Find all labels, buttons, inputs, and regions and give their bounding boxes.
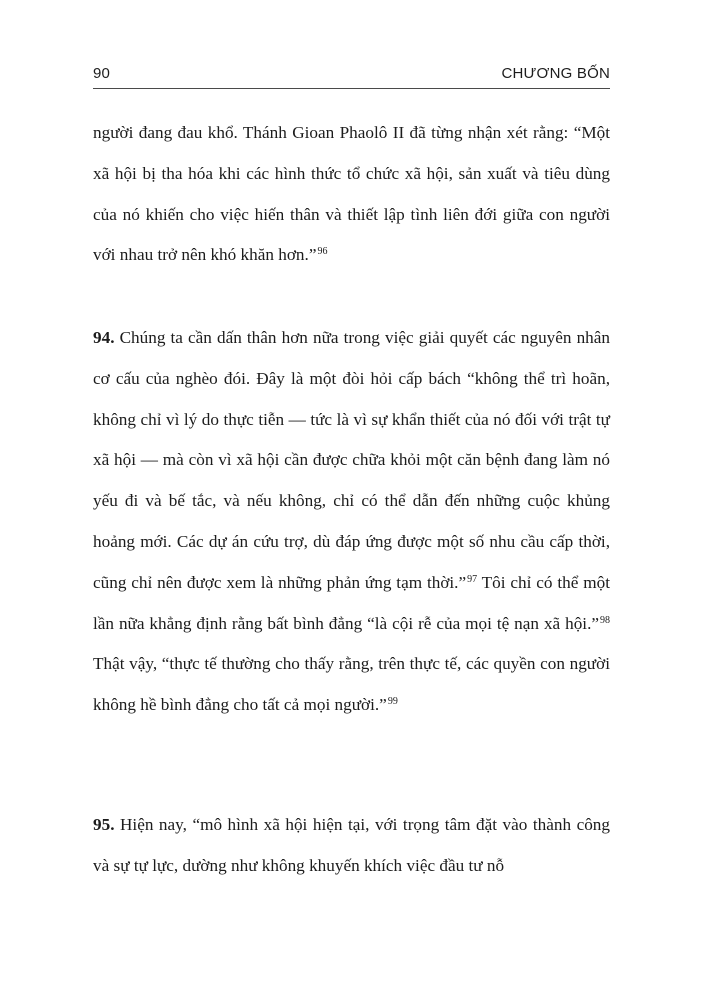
paragraph-text: Chúng ta cần dấn thân hơn nữa trong việc giải quyết các nguyên nhân cơ cấu của nghèo đói. Đây là một đòi hỏi cấp bách “không thể trì hoãn, không chỉ vì lý do thực tiễn — tức là vì sự khẩn thiết của nó đối với trật tự xã hội — mà còn vì xã hội cần được chữa khỏi một căn bệnh đang làm nó yếu đi và bế tắc, và nếu không, chỉ có thể dẫn đến những cuộc khủng hoảng mới. Các dự án cứu trợ, dù đáp ứng được một số nhu cầu cấp thời, cũng chỉ nên được xem là những phản ứng tạm thời.” xyxy=(93,328,610,592)
paragraph-text: Tôi chỉ có thể một lần nữa khẳng định rằng bất bình đẳng “là cội rễ của mọi tệ nạn xã hội.” xyxy=(93,572,611,633)
paragraph-number: 94. xyxy=(93,328,115,347)
footnote-ref-99: 99 xyxy=(387,696,398,708)
paragraph-number: 95. xyxy=(93,815,115,834)
paragraph-text: người đang đau khổ. Thánh Gioan Phaolô II đã từng nhận xét rằng: “Một xã hội bị tha hóa khi các hình thức tổ chức xã hội, sản xuất và tiêu dùng của nó khiến cho việc hiến thân và thiết lập tình liên đới giữa con người với nhau trở nên khó khăn hơn.” xyxy=(93,123,610,265)
paragraph-text: Thật vậy, “thực tế thường cho thấy rằng, trên thực tế, các quyền con người không hề bình đẳng cho tất cả mọi người.” xyxy=(93,654,610,715)
paragraph-94 xyxy=(93,318,610,726)
chapter-title: CHƯƠNG BỐN xyxy=(501,65,610,82)
footnote-ref-96: 96 xyxy=(317,246,328,258)
footnote-ref-97: 97 xyxy=(467,573,478,585)
paragraph-continuation xyxy=(93,113,610,276)
paragraph-95 xyxy=(93,805,610,887)
footnote-ref-98: 98 xyxy=(600,614,610,626)
running-head xyxy=(93,62,610,89)
paragraph-text: Hiện nay, “mô hình xã hội hiện tại, với trọng tâm đặt vào thành công và sự tự lực, dường như không khuyến khích việc đầu tư nỗ xyxy=(93,815,610,875)
page-number: 90 xyxy=(93,65,111,82)
